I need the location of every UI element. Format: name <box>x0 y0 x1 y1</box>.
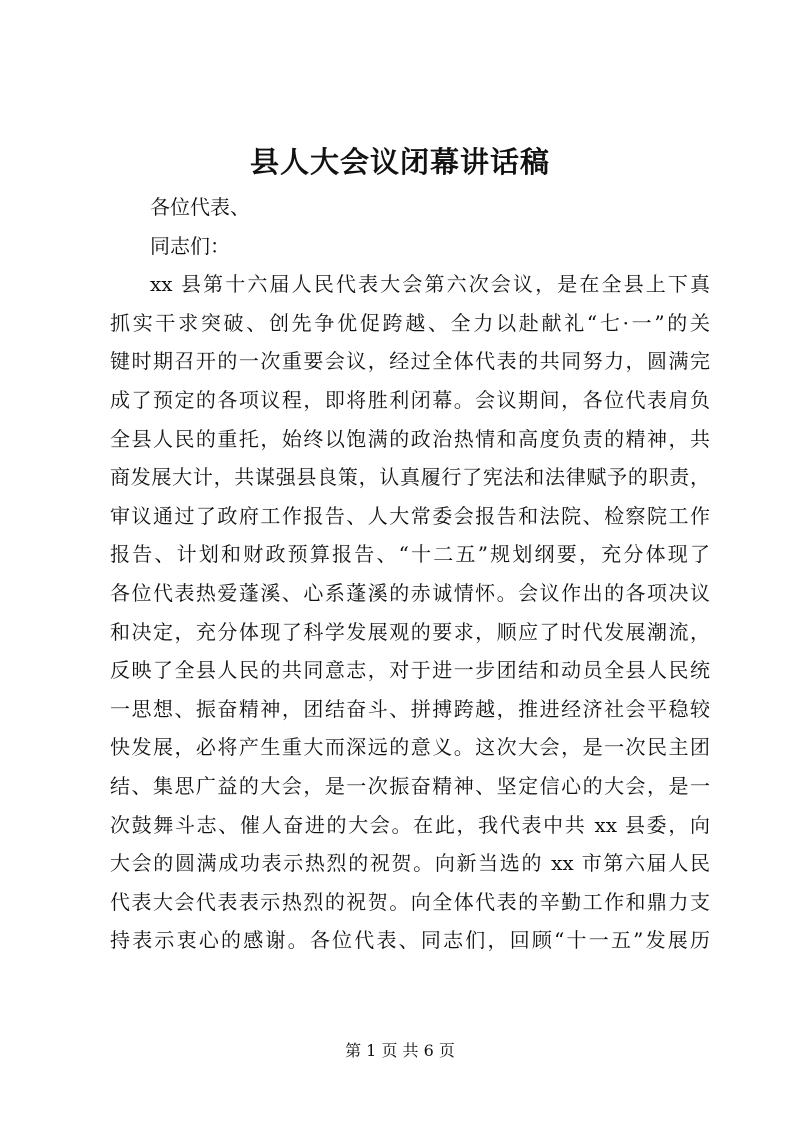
paragraph-line: 成了预定的各项议程，即将胜利闭幕。会议期间，各位代表肩负 <box>110 387 710 412</box>
page-number: 第 1 页 共 6 页 <box>345 1041 455 1060</box>
paragraph-line: 次鼓舞斗志、催人奋进的大会。在此，我代表中共 xx 县委，向 <box>110 812 710 837</box>
paragraph-line: 各位代表热爱蓬溪、心系蓬溪的赤诚情怀。会议作出的各项决议 <box>110 580 710 605</box>
document-body <box>110 188 710 960</box>
paragraph-line: 持表示衷心的感谢。各位代表、同志们，回顾“十一五”发展历 <box>110 928 710 953</box>
paragraph-line: 大会的圆满成功表示热烈的祝贺。向新当选的 xx 市第六届人民 <box>110 851 710 876</box>
salutation-line: 同志们： <box>150 233 230 258</box>
paragraph-line: 反映了全县人民的共同意志，对于进一步团结和动员全县人民统 <box>110 658 710 683</box>
paragraph-line: 结、集思广益的大会，是一次振奋精神、坚定信心的大会，是一 <box>110 773 710 798</box>
paragraph-line: 报告、计划和财政预算报告、“十二五”规划纲要，充分体现了 <box>110 542 710 567</box>
salutation-line: 各位代表、 <box>150 195 250 219</box>
paragraph-line: xx 县第十六届人民代表大会第六次会议，是在全县上下真 <box>150 272 710 297</box>
paragraph-line: 审议通过了政府工作报告、人大常委会报告和法院、检察院工作 <box>110 503 710 528</box>
paragraph-line: 抓实干求突破、创先争优促跨越、全力以赴献礼“七·一”的关 <box>110 310 710 335</box>
paragraph-line: 快发展，必将产生重大而深远的意义。这次大会，是一次民主团 <box>110 735 710 760</box>
paragraph-line: 一思想、振奋精神，团结奋斗、拼搏跨越，推进经济社会平稳较 <box>110 696 710 721</box>
paragraph-line: 商发展大计，共谋强县良策，认真履行了宪法和法律赋予的职责， <box>110 465 710 490</box>
paragraph-line: 键时期召开的一次重要会议，经过全体代表的共同努力，圆满完 <box>110 349 710 374</box>
paragraph-line: 代表大会代表表示热烈的祝贺。向全体代表的辛勤工作和鼎力支 <box>110 889 710 914</box>
document-title: 县人大会议闭幕讲话稿 <box>249 145 550 179</box>
paragraph-line: 和决定，充分体现了科学发展观的要求，顺应了时代发展潮流， <box>110 619 710 644</box>
paragraph-line: 全县人民的重托，始终以饱满的政治热情和高度负责的精神，共 <box>110 426 710 451</box>
